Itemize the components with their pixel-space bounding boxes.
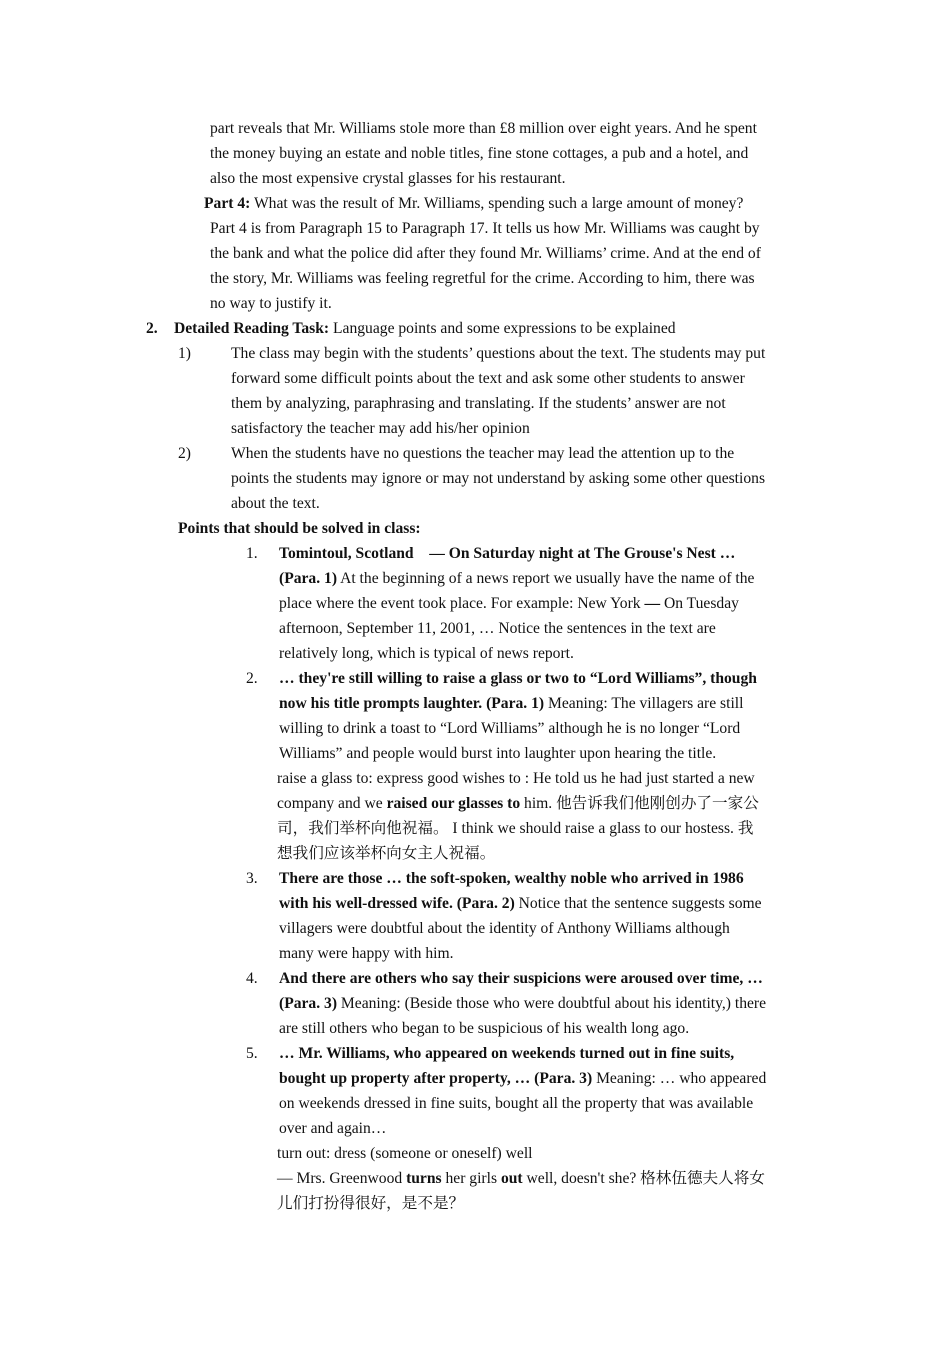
task-item-2-line-2: points the students may ignore or may not understand by asking some other questions	[231, 470, 766, 487]
point-1-line-1: Tomintoul, Scotland — On Saturday night at The Grouse's Nest …	[279, 545, 736, 562]
point-5-line-5: turn out: dress (someone or oneself) well	[277, 1145, 533, 1162]
task-item-2-number: 2)	[178, 445, 191, 462]
task-label: Detailed Reading Task:	[174, 320, 330, 337]
point-5-number: 5.	[246, 1045, 258, 1062]
point-5-line-7: 儿们打扮得很好，是不是？	[277, 1195, 465, 1212]
point-2-line-2	[279, 691, 743, 716]
point-2-number: 2.	[246, 670, 258, 687]
point-2-bold: now his title prompts laughter. (Para. 1)	[279, 695, 545, 712]
point-5-line-3: on weekends dressed in fine suits, bought all the property that was available	[279, 1095, 754, 1112]
point-1-line-4: afternoon, September 11, 2001, … Notice the sentences in the text are	[279, 620, 716, 637]
task-item-2-line-1: When the students have no questions the teacher may lead the attention up to the	[231, 445, 735, 462]
point-2-line-4: Williams” and people would burst into laughter upon hearing the title.	[279, 745, 717, 762]
point-4-para-ref: (Para. 3)	[279, 995, 338, 1012]
point-3-text: Notice that the sentence suggests some	[514, 895, 762, 912]
point-5-text-c: her girls	[441, 1170, 501, 1187]
task-item-2-line-3: about the text.	[231, 495, 320, 512]
task-heading	[174, 316, 676, 341]
point-4-text: Meaning: (Beside those who were doubtful about his identity,) there	[337, 995, 767, 1012]
point-1-text: At the beginning of a news report we usually have the name of the	[337, 570, 755, 587]
part4-heading	[204, 191, 743, 216]
points-heading: Points that should be solved in class:	[178, 520, 421, 537]
task-item-1-line-3: them by analyzing, paraphrasing and translating. If the students’ answer are not	[231, 395, 726, 412]
part3-line-3: also the most expensive crystal glasses for his restaurant.	[210, 170, 566, 187]
part4-question: What was the result of Mr. Williams, spending such a large amount of money?	[250, 195, 744, 212]
point-3-line-2	[279, 891, 762, 916]
point-5-bold: bought up property after property, … (Para. 3)	[279, 1070, 593, 1087]
point-2-bold-phrase: raised our glasses to	[386, 795, 521, 812]
point-5-text: Meaning: … who appeared	[592, 1070, 767, 1087]
point-4-number: 4.	[246, 970, 258, 987]
point-1-text-a: place where the event took place. For example: New York	[279, 595, 645, 612]
point-1-number: 1.	[246, 545, 258, 562]
part4-line-1: Part 4 is from Paragraph 15 to Paragraph 17. It tells us how Mr. Williams was caught by	[210, 220, 760, 237]
point-2-line-5: raise a glass to: express good wishes to : He told us he had just started a new	[277, 770, 755, 787]
part4-line-4: no way to justify it.	[210, 295, 332, 312]
part4-line-2: the bank and what the police did after they found Mr. Williams’ crime. And at the end of	[210, 245, 761, 262]
point-1-para-ref: (Para. 1)	[279, 570, 338, 587]
part3-line-1: part reveals that Mr. Williams stole more than £8 million over eight years. And he spent	[210, 120, 757, 137]
part3-line-2: the money buying an estate and noble titles, fine stone cottages, a pub and a hotel, and	[210, 145, 749, 162]
point-3-number: 3.	[246, 870, 258, 887]
point-2-text: Meaning: The villagers are still	[544, 695, 744, 712]
point-5-line-4: over and again…	[279, 1120, 387, 1137]
point-5-bold-out: out	[500, 1170, 523, 1187]
point-2-line-7: 司，我们举杯向他祝福。 I think we should raise a glass to our hostess. 我	[277, 820, 754, 837]
task-number: 2.	[146, 320, 158, 337]
task-item-1-number: 1)	[178, 345, 191, 362]
point-2-line-8: 想我们应该举杯向女主人祝福。	[277, 845, 496, 862]
part4-line-3: the story, Mr. Williams was feeling regretful for the crime. According to him, there was	[210, 270, 755, 287]
point-2-line-6	[277, 791, 759, 816]
point-5-line-6	[277, 1166, 765, 1191]
point-1-text-c: On Tuesday	[660, 595, 739, 612]
point-2-line-3: willing to drink a toast to “Lord Williams” although he is no longer “Lord	[279, 720, 741, 737]
point-1-dash: —	[644, 595, 661, 612]
point-2-text-c: him. 他告诉我们他刚创办了一家公	[520, 795, 759, 812]
point-5-line-2	[279, 1066, 766, 1091]
point-1-line-3	[279, 591, 739, 616]
point-5-text-e: well, doesn't she? 格林伍德夫人将女	[522, 1170, 765, 1187]
point-4-line-3: are still others who began to be suspicious of his wealth long ago.	[279, 1020, 690, 1037]
point-1-line-2	[279, 566, 754, 591]
part4-label: Part 4:	[204, 195, 251, 212]
point-4-line-1: And there are others who say their suspicions were aroused over time, …	[279, 970, 763, 987]
task-item-1-line-1: The class may begin with the students’ questions about the text. The students may put	[231, 345, 766, 362]
point-2-text-a: company and we	[277, 795, 387, 812]
task-item-1-line-2: forward some difficult points about the text and ask some other students to answer	[231, 370, 745, 387]
point-2-line-1: … they're still willing to raise a glass or two to “Lord Williams”, though	[279, 670, 757, 687]
point-3-bold: with his well-dressed wife. (Para. 2)	[279, 895, 515, 912]
task-item-1-line-4: satisfactory the teacher may add his/her opinion	[231, 420, 530, 437]
point-3-line-3: villagers were doubtful about the identity of Anthony Williams although	[279, 920, 730, 937]
point-3-line-4: many were happy with him.	[279, 945, 454, 962]
point-4-line-2	[279, 991, 766, 1016]
point-5-line-1: … Mr. Williams, who appeared on weekends turned out in fine suits,	[279, 1045, 735, 1062]
point-5-text-a: — Mrs. Greenwood	[277, 1170, 407, 1187]
point-5-bold-turns: turns	[406, 1170, 442, 1187]
point-1-line-5: relatively long, which is typical of news report.	[279, 645, 574, 662]
point-3-line-1: There are those … the soft-spoken, wealthy noble who arrived in 1986	[279, 870, 744, 887]
task-text: Language points and some expressions to be explained	[329, 320, 676, 337]
